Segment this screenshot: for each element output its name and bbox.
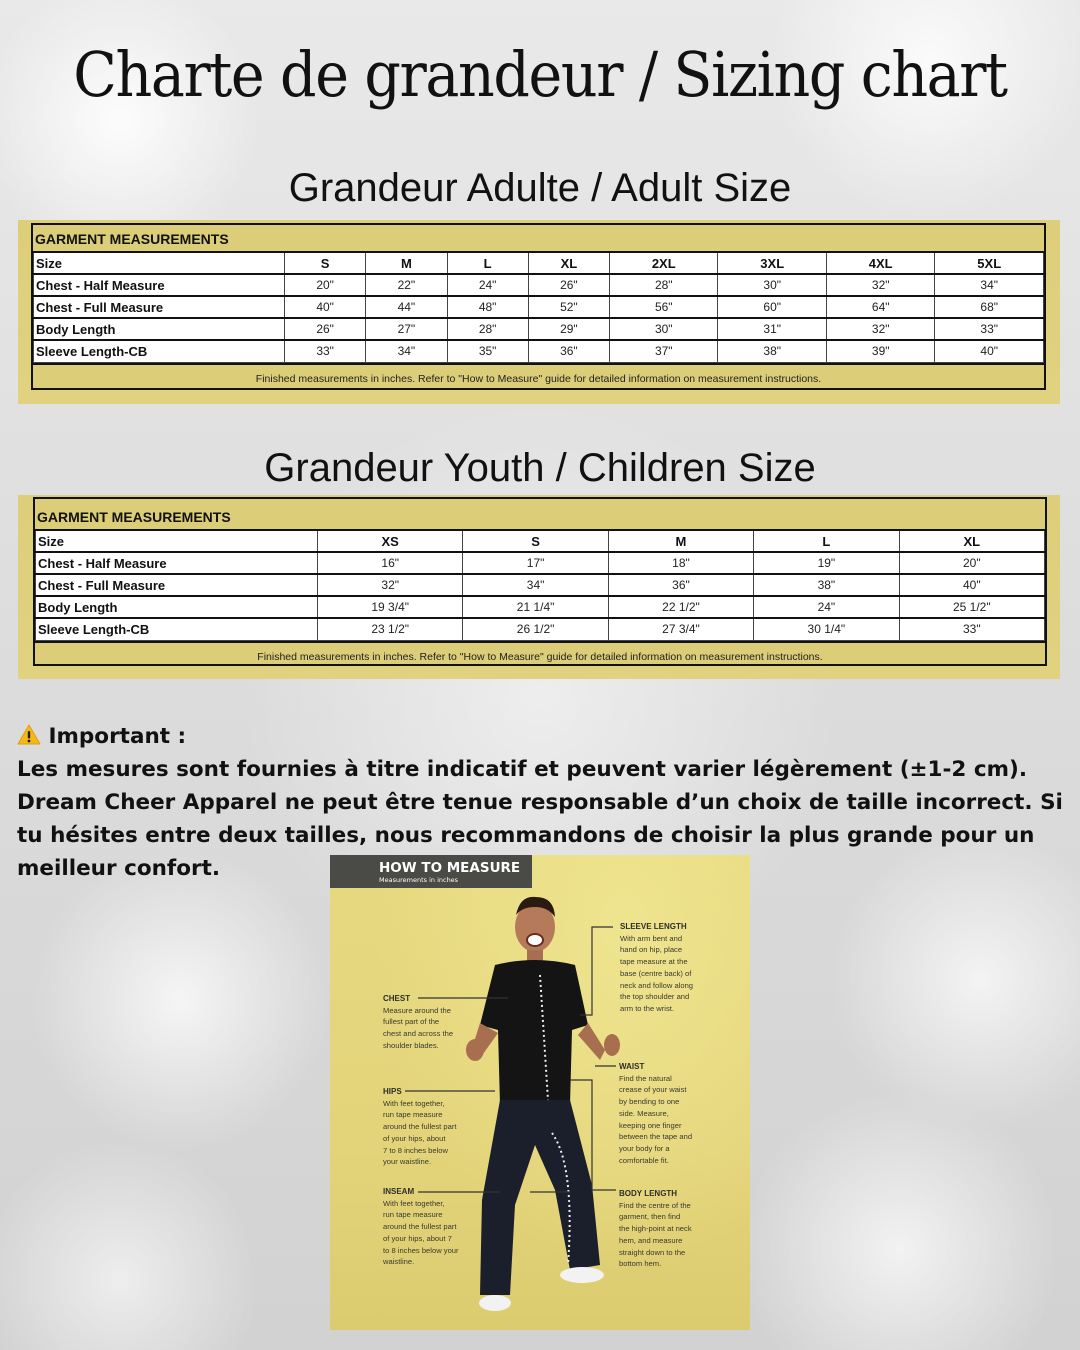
callout-text: of your hips, about 7 (383, 1233, 452, 1243)
table-cell: 22" (366, 274, 447, 296)
youth-size-title: Grandeur Youth / Children Size (264, 446, 816, 490)
callout-title: CHEST (383, 994, 411, 1003)
row-label: Sleeve Length-CB (34, 340, 285, 362)
table-cell: 28" (447, 318, 528, 340)
table-cell: 25 1/2" (899, 596, 1044, 618)
youth-measurements-table (35, 529, 1045, 641)
youth-chart-frame (33, 497, 1047, 666)
callout-title: INSEAM (383, 1187, 415, 1196)
table-cell: 22 1/2" (608, 596, 753, 618)
table-cell: 38" (718, 340, 826, 362)
table-cell: 16" (318, 552, 463, 574)
table-cell: 31" (718, 318, 826, 340)
callout-text: of your hips, about (383, 1133, 446, 1143)
table-cell: 24" (754, 596, 899, 618)
callout-text: side. Measure, (619, 1108, 669, 1118)
table-cell: 68" (935, 296, 1044, 318)
callout-text: waistline. (383, 1257, 415, 1267)
callout-text: run tape measure (383, 1110, 443, 1120)
callout-text: crease of your waist (619, 1085, 687, 1095)
callout-text: your waistline. (383, 1157, 432, 1167)
table-cell: 33" (935, 318, 1044, 340)
table-cell: 32" (826, 274, 934, 296)
callout-title: HIPS (383, 1087, 402, 1096)
table-cell: 28" (610, 274, 718, 296)
size-header: M (366, 252, 447, 274)
table-cell: 52" (528, 296, 609, 318)
table-cell: 34" (463, 574, 608, 596)
row-label: Body Length (34, 318, 285, 340)
important-text: Les mesures sont fournies à titre indicatif et peuvent varier légèrement (±1-2 cm). Dream Cheer Apparel ne peut être tenue responsable d’un choix de taille incorrect. Si tu hésites entre deux tailles, nous recommandons de choisir la plus grande pour un meilleur confort. (17, 757, 1063, 881)
table-cell: 34" (366, 340, 447, 362)
adult-size-chart (18, 220, 1060, 404)
table-cell: 60" (718, 296, 826, 318)
callout-text: tape measure at the (620, 957, 688, 967)
callout-text: chest and across the (383, 1029, 454, 1039)
callout-title: WAIST (619, 1062, 645, 1071)
guide-header (330, 855, 532, 888)
table-cell: 18" (608, 552, 753, 574)
callout-text: hand on hip, place (620, 945, 683, 955)
callout-text: Measure around the (383, 1005, 451, 1015)
row-label: Body Length (36, 596, 318, 618)
table-cell: 44" (366, 296, 447, 318)
table-row (34, 252, 1044, 274)
table-cell: 23 1/2" (318, 618, 463, 640)
callout-inseam (383, 1186, 459, 1268)
table-cell: 20" (899, 552, 1044, 574)
table-row (34, 340, 1044, 362)
row-label: Chest - Full Measure (36, 574, 318, 596)
callout-text: around the fullest part (383, 1122, 457, 1132)
table-cell: 40" (899, 574, 1044, 596)
size-header: 5XL (935, 252, 1044, 274)
table-row (34, 274, 1044, 296)
row-label: Chest - Half Measure (34, 274, 285, 296)
size-label: Size (34, 252, 285, 274)
table-cell: 48" (447, 296, 528, 318)
size-header: XS (318, 530, 463, 552)
callout-text: your body for a (619, 1143, 670, 1153)
row-label: Chest - Half Measure (36, 552, 318, 574)
youth-chart-header: GARMENT MEASUREMENTS (37, 509, 231, 525)
table-cell: 26" (285, 318, 366, 340)
adult-chart-frame (31, 223, 1046, 390)
table-cell: 19 3/4" (318, 596, 463, 618)
callout-title: SLEEVE LENGTH (620, 922, 687, 931)
callout-text: comfortable fit. (619, 1155, 669, 1165)
table-cell: 17" (463, 552, 608, 574)
table-cell: 56" (610, 296, 718, 318)
callout-text: straight down to the (619, 1247, 686, 1257)
table-cell: 37" (610, 340, 718, 362)
callout-text: the top shoulder and (620, 992, 690, 1002)
youth-size-chart (18, 495, 1060, 679)
table-cell: 27" (366, 318, 447, 340)
callout-body-length (619, 1188, 692, 1270)
callout-text: Find the centre of the (619, 1200, 691, 1210)
callout-text: fullest part of the (383, 1017, 440, 1027)
table-cell: 32" (826, 318, 934, 340)
table-cell: 39" (826, 340, 934, 362)
table-cell: 24" (447, 274, 528, 296)
callout-text: between the tape and (619, 1132, 693, 1142)
size-header: S (285, 252, 366, 274)
callout-text: Find the natural (619, 1073, 672, 1083)
table-cell: 32" (318, 574, 463, 596)
callout-text: bottom hem. (619, 1259, 662, 1269)
important-heading: Important : (48, 724, 187, 749)
table-cell: 33" (899, 618, 1044, 640)
table-cell: 35" (447, 340, 528, 362)
table-cell: 34" (935, 274, 1044, 296)
table-cell: 38" (754, 574, 899, 596)
callout-waist (619, 1061, 692, 1166)
callout-sleeve-length (620, 921, 693, 1015)
adult-size-title: Grandeur Adulte / Adult Size (288, 166, 792, 210)
page-title: Charte de grandeur / Sizing chart (73, 38, 1007, 111)
size-header: 2XL (610, 252, 718, 274)
callout-title: BODY LENGTH (619, 1189, 678, 1198)
table-cell: 30" (610, 318, 718, 340)
guide-subtitle: Measurements in inches (379, 876, 459, 884)
guide-title: HOW TO MEASURE (379, 860, 521, 876)
callout-text: base (centre back) of (620, 968, 692, 978)
table-cell: 21 1/4" (463, 596, 608, 618)
table-cell: 64" (826, 296, 934, 318)
table-cell: 29" (528, 318, 609, 340)
size-header: L (447, 252, 528, 274)
table-cell: 33" (285, 340, 366, 362)
size-header: 3XL (718, 252, 826, 274)
table-cell: 26" (528, 274, 609, 296)
callout-text: around the fullest part (383, 1222, 457, 1232)
table-cell: 19" (754, 552, 899, 574)
table-cell: 30" (718, 274, 826, 296)
table-row (36, 596, 1045, 618)
size-label: Size (36, 530, 318, 552)
size-header: S (463, 530, 608, 552)
callout-text: to 8 inches below your (383, 1245, 459, 1255)
table-cell: 40" (935, 340, 1044, 362)
table-cell: 40" (285, 296, 366, 318)
callout-text: With feet together, (383, 1098, 445, 1108)
callout-chest (383, 993, 453, 1052)
callout-text: With feet together, (383, 1198, 445, 1208)
table-row (34, 296, 1044, 318)
youth-chart-footnote: Finished measurements in inches. Refer to "How to Measure" guide for detailed information on measurement instructions. (35, 641, 1045, 671)
table-row (36, 618, 1045, 640)
table-cell: 36" (608, 574, 753, 596)
callout-text: run tape measure (383, 1210, 443, 1220)
row-label: Sleeve Length-CB (36, 618, 318, 640)
size-header: XL (528, 252, 609, 274)
table-row (36, 552, 1045, 574)
size-header: 4XL (826, 252, 934, 274)
callout-text: hem, and measure (619, 1235, 683, 1245)
adult-measurements-table (33, 251, 1044, 363)
callout-text: 7 to 8 inches below (383, 1145, 449, 1155)
size-header: XL (899, 530, 1044, 552)
table-row (34, 318, 1044, 340)
table-cell: 20" (285, 274, 366, 296)
table-row (36, 530, 1045, 552)
callout-text: keeping one finger (619, 1120, 682, 1130)
callout-text: shoulder blades. (383, 1040, 439, 1050)
row-label: Chest - Full Measure (34, 296, 285, 318)
callout-hips (383, 1086, 456, 1168)
callout-text: With arm bent and (620, 933, 683, 943)
adult-chart-header: GARMENT MEASUREMENTS (35, 231, 229, 247)
callout-text: the high-point at neck (619, 1224, 692, 1234)
table-cell: 26 1/2" (463, 618, 608, 640)
table-cell: 36" (528, 340, 609, 362)
callout-text: garment, then find (619, 1212, 681, 1222)
table-cell: 30 1/4" (754, 618, 899, 640)
size-header: L (754, 530, 899, 552)
adult-chart-footnote: Finished measurements in inches. Refer to "How to Measure" guide for detailed information on measurement instructions. (33, 363, 1044, 393)
warning-icon (17, 722, 41, 743)
callout-text: arm to the wrist. (620, 1003, 675, 1013)
table-row (36, 574, 1045, 596)
callout-text: neck and follow along (620, 980, 694, 990)
callout-text: by bending to one (619, 1097, 680, 1107)
size-header: M (608, 530, 753, 552)
table-cell: 27 3/4" (608, 618, 753, 640)
how-to-measure-guide (330, 855, 750, 1330)
